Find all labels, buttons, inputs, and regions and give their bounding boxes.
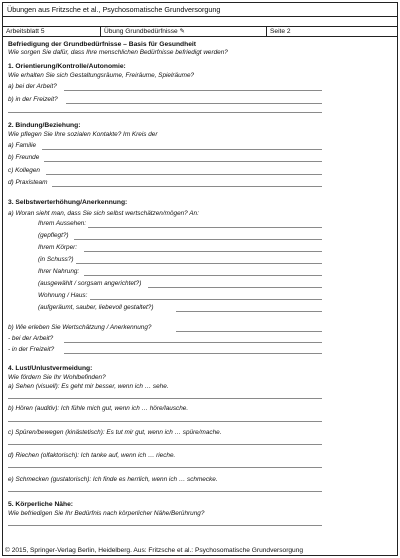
- section-2-heading: 2. Bindung/Beziehung:: [8, 122, 81, 129]
- worksheet-meta-row: [3, 26, 397, 37]
- answer-line[interactable]: [90, 299, 322, 300]
- section-4-heading: 4. Lust/Unlustvermeidung:: [8, 365, 93, 372]
- self-esteem-appearance-hint: (gepflegt?): [38, 232, 69, 239]
- section-1-item-a: a) bei der Arbeit?: [8, 83, 57, 90]
- self-esteem-appearance: Ihrem Aussehen:: [38, 220, 87, 227]
- section-1-heading: 1. Orientierung/Kontrolle/Autonomie:: [8, 63, 126, 70]
- section-2-item-d: d) Praxisteam: [8, 179, 48, 186]
- answer-line[interactable]: [84, 275, 322, 276]
- section-5-question: Wie befriedigen Sie Ihr Bedürfnis nach körperlicher Nähe/Berührung?: [8, 510, 205, 517]
- answer-line[interactable]: [8, 444, 322, 445]
- self-esteem-body-hint: (in Schuss?): [38, 256, 74, 263]
- answer-line[interactable]: [8, 421, 322, 422]
- section-4-item-c: c) Spüren/bewegen (kinästetisch): Es tut mir gut, wenn ich … spüre/mache.: [8, 429, 222, 436]
- section-4-item-e: e) Schmecken (gustatorisch): Ich finde es herrlich, wenn ich … schmecke.: [8, 476, 218, 483]
- section-3-question-b: b) Wie erleben Sie Wertschätzung / Anerkennung?: [8, 324, 152, 331]
- answer-line[interactable]: [46, 174, 322, 175]
- section-2-item-b: b) Freunde: [8, 154, 40, 161]
- section-4-question: Wie fördern Sie Ihr Wohlbefinden?: [8, 374, 106, 381]
- answer-line[interactable]: [42, 149, 322, 150]
- answer-line[interactable]: [76, 263, 322, 264]
- section-3-item-work: - bei der Arbeit?: [8, 335, 54, 342]
- exercise-name: Übung Grundbedürfnisse ✎: [101, 27, 267, 36]
- document-header-title: Übungen aus Fritzsche et al., Psychosomatische Grundversorgung: [3, 3, 397, 17]
- section-2-question: Wie pflegen Sie Ihre sozialen Kontakte? Im Kreis der: [8, 131, 158, 138]
- self-esteem-body: Ihrem Körper:: [38, 244, 78, 251]
- answer-line[interactable]: [8, 112, 322, 113]
- intro-question: Wie sorgen Sie dafür, dass Ihre menschlichen Bedürfnisse befriedigt werden?: [8, 49, 228, 56]
- section-2-item-a: a) Familie: [8, 142, 37, 149]
- section-1-item-b: b) in der Freizeit?: [8, 96, 58, 103]
- copyright-footer: © 2015, Springer-Verlag Berlin, Heidelberg. Aus: Fritzsche et al.: Psychosomatische Grundversorgung: [5, 547, 304, 554]
- answer-line[interactable]: [64, 342, 322, 343]
- section-3-heading: 3. Selbstwerterhöhung/Anerkennung:: [8, 199, 128, 206]
- answer-line[interactable]: [148, 287, 322, 288]
- page-number: Seite 2: [270, 28, 291, 35]
- answer-line[interactable]: [176, 331, 322, 332]
- self-esteem-food: Ihrer Nahrung:: [38, 268, 80, 275]
- section-3-item-leisure: - in der Freizeit?: [8, 346, 55, 353]
- answer-line[interactable]: [8, 398, 322, 399]
- answer-line[interactable]: [64, 353, 322, 354]
- section-3-question-a: a) Woran sieht man, dass Sie sich selbst wertschätzen/mögen? An:: [8, 210, 199, 217]
- worksheet-number: Arbeitsblatt 5: [3, 27, 101, 36]
- answer-line[interactable]: [8, 491, 322, 492]
- intro-title: Befriedigung der Grundbedürfnisse – Basis für Gesundheit: [8, 41, 197, 48]
- section-5-heading: 5. Körperliche Nähe:: [8, 501, 74, 508]
- answer-line[interactable]: [84, 251, 322, 252]
- answer-line[interactable]: [44, 161, 322, 162]
- self-esteem-food-hint: (ausgewählt / sorgsam angerichtet?): [38, 280, 142, 287]
- answer-line[interactable]: [8, 525, 322, 526]
- answer-line[interactable]: [64, 90, 322, 91]
- answer-line[interactable]: [176, 311, 322, 312]
- answer-line[interactable]: [88, 227, 322, 228]
- self-esteem-home-hint: (aufgeräumt, sauber, liebevoll gestaltet?): [38, 304, 154, 311]
- section-4-item-b: b) Hören (auditiv): Ich fühle mich gut, wenn ich … höre/lausche.: [8, 405, 189, 412]
- answer-line[interactable]: [74, 239, 322, 240]
- section-4-item-a: a) Sehen (visuell): Es geht mir besser, wenn ich … sehe.: [8, 383, 169, 390]
- section-2-item-c: c) Kollegen: [8, 167, 40, 174]
- worksheet-page: [2, 2, 398, 556]
- self-esteem-home: Wohnung / Haus:: [38, 292, 88, 299]
- section-1-question: Wie erhalten Sie sich Gestaltungsräume, Freiräume, Spielräume?: [8, 72, 195, 79]
- answer-line[interactable]: [66, 103, 322, 104]
- section-4-item-d: d) Riechen (olfaktorisch): Ich tanke auf, wenn ich … rieche.: [8, 452, 176, 459]
- answer-line[interactable]: [8, 467, 322, 468]
- answer-line[interactable]: [52, 186, 322, 187]
